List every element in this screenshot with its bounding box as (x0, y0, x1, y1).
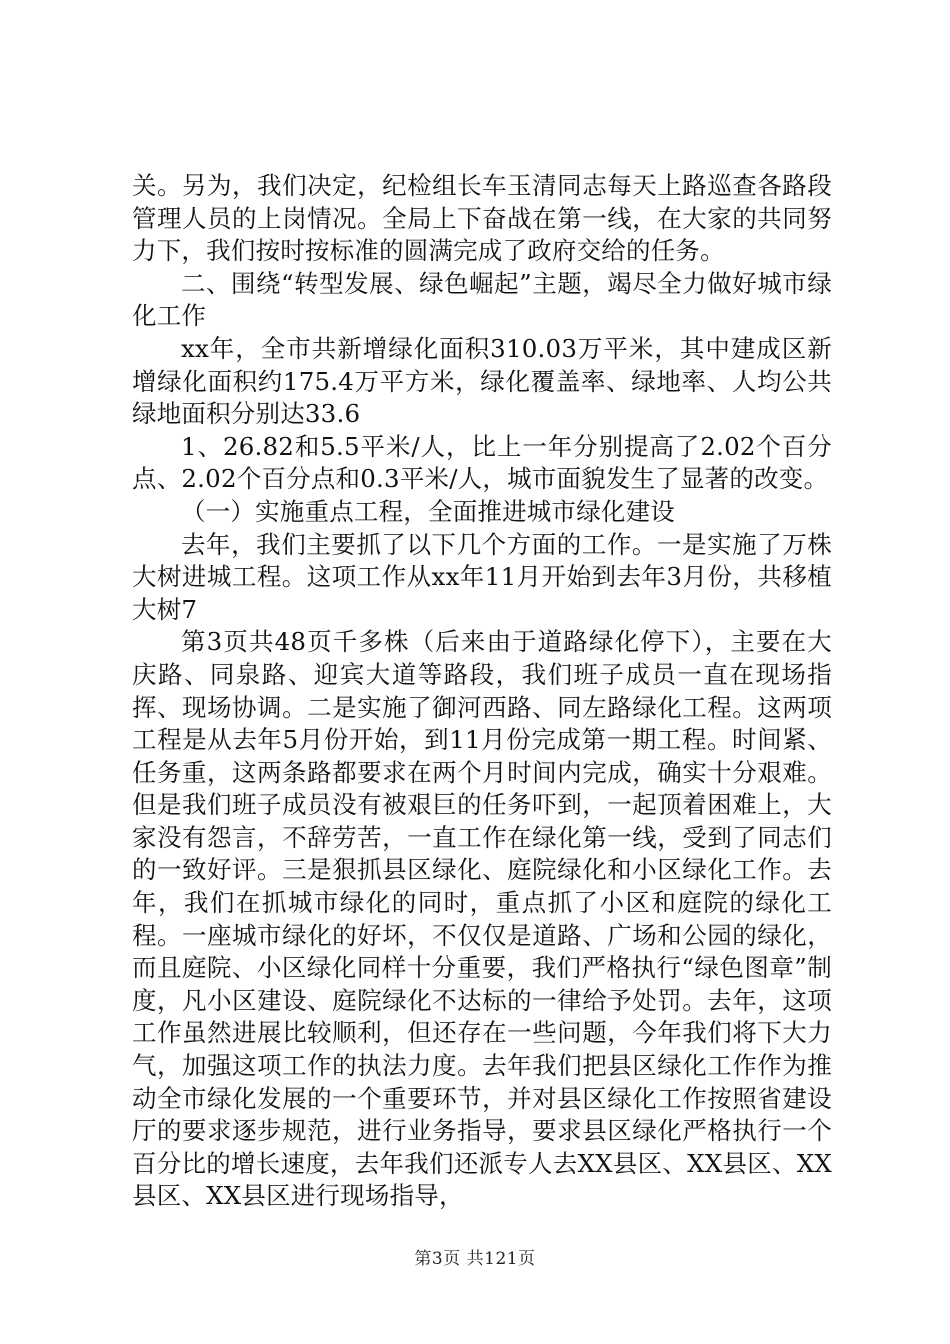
paragraph-5-subheading: （一）实施重点工程，全面推进城市绿化建设 (181, 496, 675, 526)
paragraph-4: 1、26.82和5.5平米/人，比上一年分别提高了2.02个百分点、2.02个百分点和0.3平米/人，城市面貌发生了显著的改变。 (132, 431, 832, 494)
paragraph-3: xx年，全市共新增绿化面积310.03万平米，其中建成区新增绿化面积约175.4万平方米，绿化覆盖率、绿地率、人均公共绿地面积分别达33.6 (132, 333, 832, 429)
paragraph-2-heading: 二、围绕“转型发展、绿色崛起”主题，竭尽全力做好城市绿化工作 (132, 268, 832, 331)
document-body (132, 170, 832, 1213)
footer-current-page: 第3页 (414, 1249, 461, 1269)
footer-total-pages: 共121页 (466, 1249, 536, 1269)
paragraph-6: 去年，我们主要抓了以下几个方面的工作。一是实施了万株大树进城工程。这项工作从xx年11月开始到去年3月份，共移植大树7 (132, 529, 832, 624)
paragraph-1: 关。另为，我们决定，纪检组长车玉清同志每天上路巡查各路段管理人员的上岗情况。全局上下奋战在第一线，在大家的共同努力下，我们按时按标准的圆满完成了政府交给的任务。 (132, 171, 832, 266)
page-footer (0, 1244, 950, 1269)
paragraph-7: 第3页共48页千多株（后来由于道路绿化停下），主要在大庆路、同泉路、迎宾大道等路段，我们班子成员一直在现场指挥、现场协调。二是实施了御河西路、同左路绿化工程。这两项工程是从去年5月份开始，到11月份完成第一期工程。时间紧、任务重，这两条路都要求在两个月时间内完成，确实十分艰难。但是我们班子成员没有被艰巨的任务吓到，一起顶着困难上，大家没有怨言，不辞劳苦，一直工作在绿化第一线，受到了同志们的一致好评。三是狠抓县区绿化、庭院绿化和小区绿化工作。去年，我们在抓城市绿化的同时，重点抓了小区和庭院的绿化工程。一座城市绿化的好坏，不仅仅是道路、广场和公园的绿化，而且庭院、小区绿化同样十分重要，我们严格执行“绿色图章”制度，凡小区建设、庭院绿化不达标的一律给予处罚。去年，这项工作虽然进展比较顺利，但还存在一些问题，今年我们将下大力气，加强这项工作的执法力度。去年我们把县区绿化工作作为推动全市绿化发展的一个重要环节，并对县区绿化工作按照省建设厅的要求逐步规范，进行业务指导，要求县区绿化严格执行一个百分比的增长速度，去年我们还派专人去XX县区、XX县区、XX县区、XX县区进行现场指导， (132, 627, 832, 1211)
